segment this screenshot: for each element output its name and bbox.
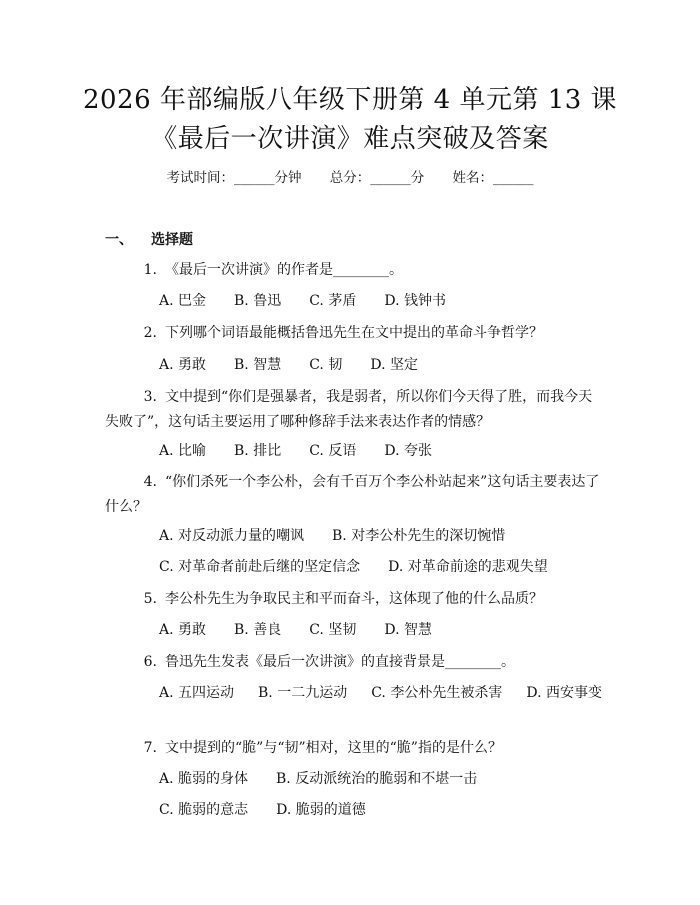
question-7 [105,736,600,761]
options-2 [159,356,418,374]
option-d: D. 夸张 [384,443,432,459]
option-d: D. 智慧 [384,622,432,638]
option-c: C. 坚韧 [309,622,357,638]
options-4-row-2 [159,558,548,576]
section-heading [105,231,193,249]
question-text: 李公朴先生为争取民主和平而奋斗，这体现了他的什么品质？ [165,591,543,607]
option-c: C. 茅盾 [309,293,357,309]
question-6 [105,650,600,675]
option-d: D. 脆弱的道德 [276,802,366,818]
question-2 [105,321,600,346]
option-c: C. 脆弱的意志 [159,802,249,818]
question-text: 文中提到“你们是强暴者，我是弱者，所以你们今天得了胜，而我今天失败了”，这句话主要运用了哪种修辞手法来表达作者的情感？ [105,389,593,430]
question-number: 3. [143,389,157,405]
options-3 [159,442,432,460]
option-c: C. 李公朴先生被杀害 [371,685,503,701]
option-b: B. 对李公朴先生的深切惋惜 [332,528,506,544]
option-a: A. 对反动派力量的嘲讽 [159,528,305,544]
question-4 [105,470,600,520]
option-a: A. 勇敢 [159,622,207,638]
option-b: B. 排比 [234,443,282,459]
exam-time: 考试时间：______分钟 [166,170,302,186]
exam-score: 总分：______分 [329,170,425,186]
option-c: C. 韧 [309,357,343,373]
question-5 [105,587,600,612]
question-number: 5. [143,591,157,607]
title-line-2: 《最后一次讲演》难点突破及答案 [151,124,549,154]
question-number: 2. [143,325,157,341]
option-a: A. 勇敢 [159,357,207,373]
section-number: 一、 [105,232,133,248]
section-label: 选择题 [151,232,193,248]
option-b: B. 反动派统治的脆弱和不堪一击 [276,771,478,787]
question-text: 下列哪个词语最能概括鲁迅先生在文中提出的革命斗争哲学？ [165,325,543,341]
option-b: B. 鲁迅 [234,293,282,309]
question-number: 7. [143,740,157,756]
option-d: D. 西安事变 [526,685,602,701]
options-5 [159,621,432,639]
option-a: A. 五四运动 [159,685,235,701]
option-a: A. 巴金 [159,293,207,309]
options-4-row-1 [159,527,505,545]
option-d: D. 对革命前途的悲观失望 [388,559,548,575]
option-a: A. 比喻 [159,443,207,459]
options-7-row-2 [159,801,366,819]
options-1 [159,292,446,310]
option-b: B. 智慧 [234,357,282,373]
options-7-row-1 [159,770,477,788]
question-text: 文中提到的“脆”与“韧”相对，这里的“脆”指的是什么？ [165,740,502,756]
question-3 [105,385,600,435]
question-number: 4. [143,474,157,490]
exam-info [0,169,700,187]
title-line-1: 2026 年部编版八年级下册第 4 单元第 13 课 [82,85,618,115]
question-text: 《最后一次讲演》的作者是________。 [165,262,403,278]
option-d: D. 钱钟书 [384,293,446,309]
question-1 [105,258,600,283]
question-number: 6. [143,654,157,670]
option-a: A. 脆弱的身体 [159,771,249,787]
exam-name: 姓名：______ [452,170,534,186]
question-text: 鲁迅先生发表《最后一次讲演》的直接背景是________。 [165,654,515,670]
option-c: C. 反语 [309,443,357,459]
question-number: 1. [143,262,157,278]
option-b: B. 一二九运动 [258,685,348,701]
option-d: D. 坚定 [370,357,418,373]
options-6 [105,681,605,706]
option-b: B. 善良 [234,622,282,638]
option-c: C. 对革命者前赴后继的坚定信念 [159,559,361,575]
question-text: “你们杀死一个李公朴，会有千百万个李公朴站起来”这句话主要表达了什么？ [105,474,600,515]
